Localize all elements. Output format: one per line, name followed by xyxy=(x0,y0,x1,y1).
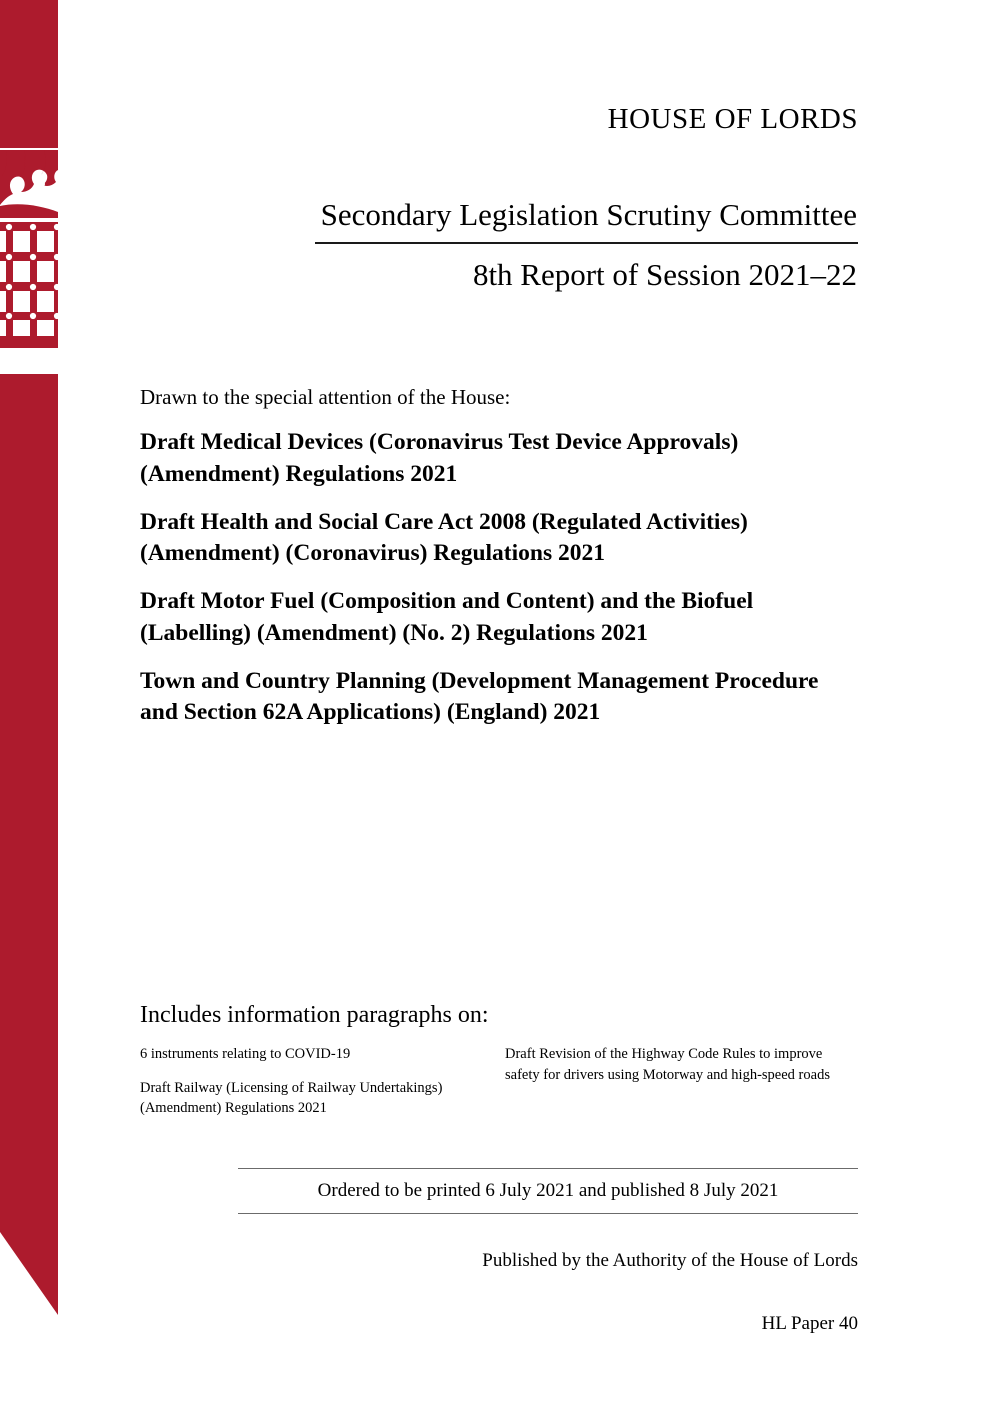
drawn-item: Town and Country Planning (Development Management Procedure and Section 62A Applications) (England) 2021 xyxy=(140,667,819,726)
published-by-line: Published by the Authority of the House of Lords xyxy=(482,1249,858,1271)
drawn-to-attention-lead: Drawn to the special attention of the House: xyxy=(140,385,511,409)
drawn-item: Draft Medical Devices (Coronavirus Test Device Approvals) (Amendment) Regulations 2021 xyxy=(140,429,739,487)
title-divider-rule xyxy=(315,242,858,244)
includes-left-column xyxy=(140,1044,505,1119)
includes-right-column xyxy=(505,1044,858,1119)
includes-heading: Includes information paragraphs on: xyxy=(140,1002,489,1028)
paper-number: HL Paper 40 xyxy=(761,1312,858,1334)
footer-bottom-rule xyxy=(238,1213,858,1214)
page-title-house-of-lords: HOUSE OF LORDS xyxy=(607,103,858,135)
drawn-item: Draft Motor Fuel (Composition and Content) and the Biofuel (Labelling) (Amendment) (No. 2) Regulations 2021 xyxy=(140,588,754,646)
includes-columns xyxy=(140,1044,858,1119)
committee-name: Secondary Legislation Scrutiny Committee xyxy=(320,197,857,232)
includes-entry: 6 instruments relating to COVID-19 xyxy=(140,1046,351,1062)
house-of-lords-portcullis-crest xyxy=(0,0,60,1401)
committee-block xyxy=(140,196,858,295)
cover-footer xyxy=(238,1168,858,1335)
includes-entry: Draft Revision of the Highway Code Rules to improve safety for drivers using Motorway and high-speed roads xyxy=(505,1046,830,1083)
includes-entry: Draft Railway (Licensing of Railway Undertakings) (Amendment) Regulations 2021 xyxy=(140,1079,443,1117)
includes-information-section xyxy=(140,1000,858,1119)
cover-content xyxy=(140,0,858,1401)
report-session: 8th Report of Session 2021–22 xyxy=(472,256,857,292)
left-red-band xyxy=(0,0,60,1401)
ordered-to-be-printed-line: Ordered to be printed 6 July 2021 and published 8 July 2021 xyxy=(317,1180,779,1201)
drawn-item: Draft Health and Social Care Act 2008 (Regulated Activities) (Amendment) (Coronavirus) Regulations 2021 xyxy=(140,508,748,567)
drawn-to-attention-section xyxy=(140,384,858,728)
